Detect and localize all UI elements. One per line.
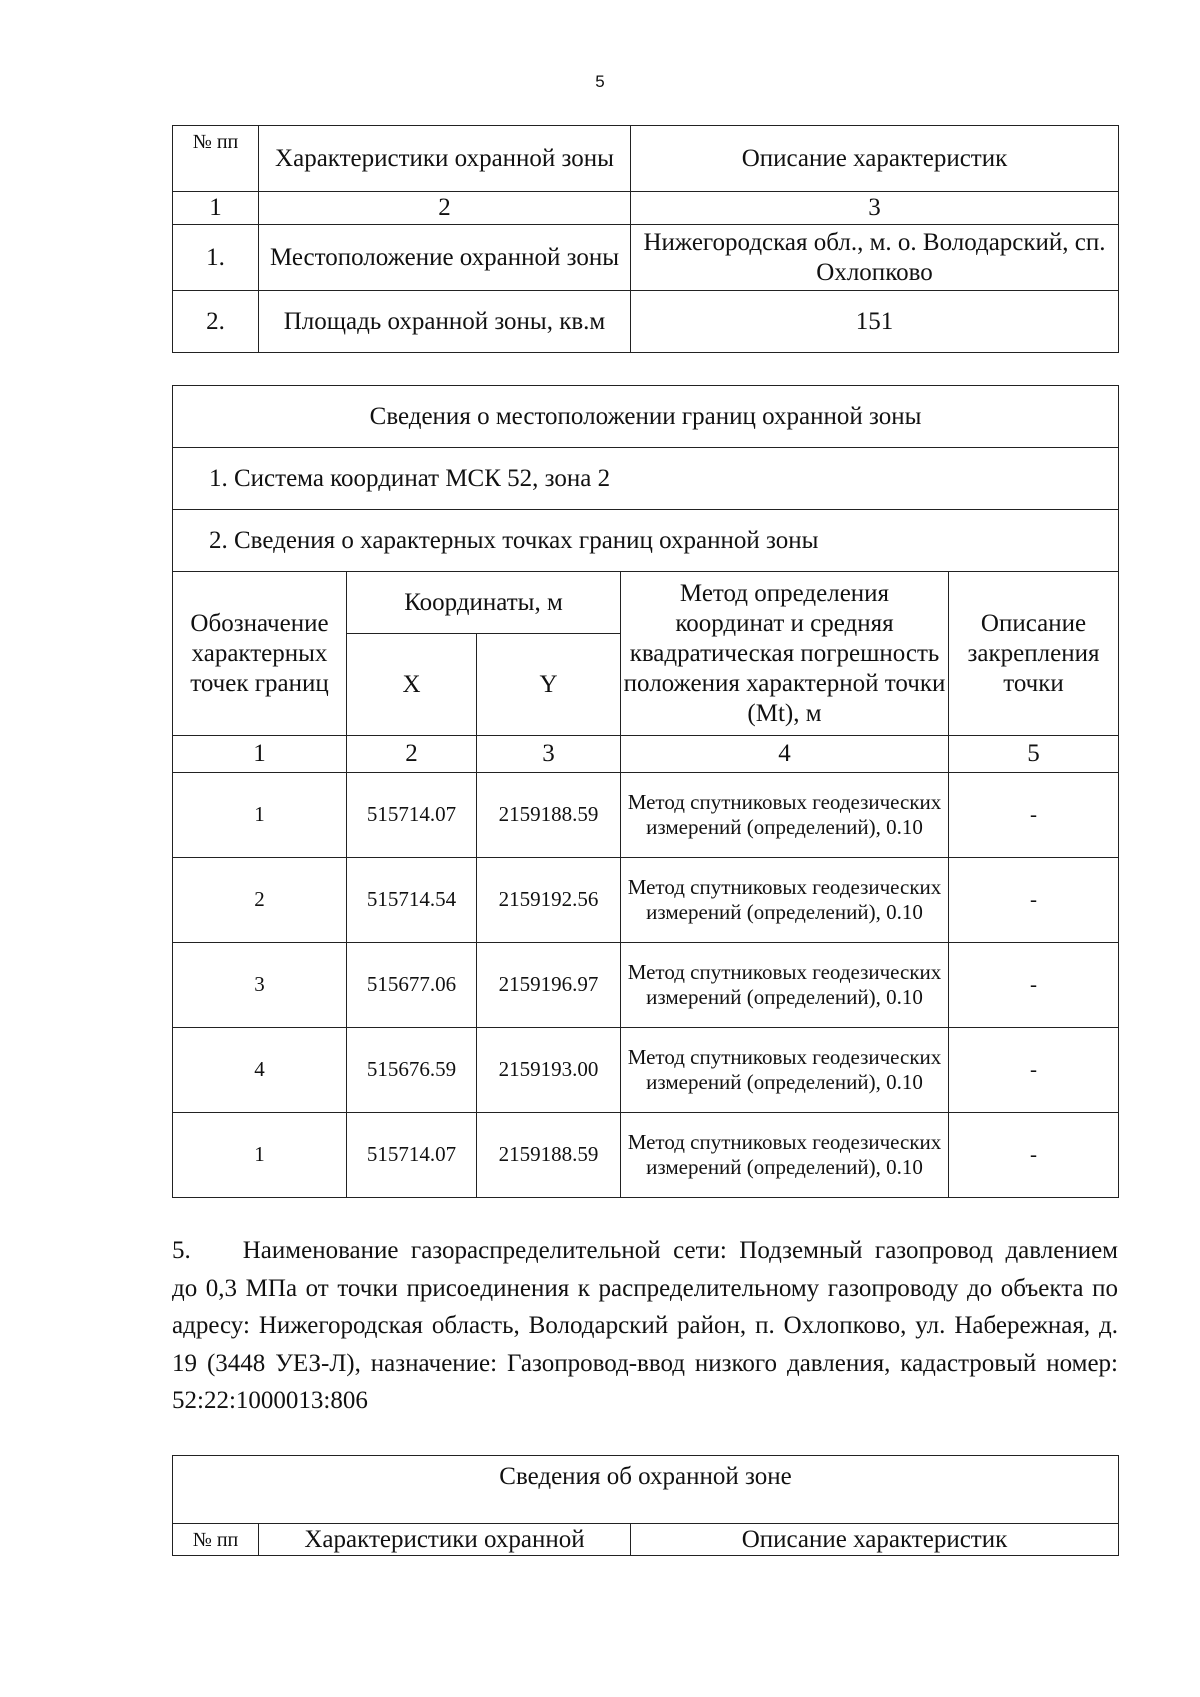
- row-number: 2.: [173, 291, 259, 353]
- row-description: Нижегородская обл., м. о. Володарский, сп. Охлопково: [631, 225, 1119, 291]
- table-row: [173, 773, 1119, 858]
- point-y: 2159188.59: [477, 773, 621, 858]
- point-designation: 2: [173, 858, 347, 943]
- table-header-row: [173, 1524, 1119, 1556]
- point-x: 515714.07: [347, 773, 477, 858]
- col-number: 3: [631, 192, 1119, 225]
- point-designation: 4: [173, 1028, 347, 1113]
- col-number: 5: [949, 736, 1119, 773]
- point-fixing: -: [949, 1028, 1119, 1113]
- table-row: [173, 225, 1119, 291]
- table-row: [173, 291, 1119, 353]
- boundary-table-title: Сведения о местоположении границ охранной зоны: [173, 386, 1119, 448]
- point-x: 515714.54: [347, 858, 477, 943]
- row-characteristic: Местоположение охранной зоны: [259, 225, 631, 291]
- table-row: [173, 858, 1119, 943]
- col-number: 2: [259, 192, 631, 225]
- point-y: 2159192.56: [477, 858, 621, 943]
- row-number: 1.: [173, 225, 259, 291]
- col-header-y: Y: [477, 634, 621, 736]
- col-header-method: Метод определения координат и средняя квадратическая погрешность положения характерной точки (Mt), м: [621, 572, 949, 736]
- table-row: [173, 1028, 1119, 1113]
- protection-zone-info-title: Сведения об охранной зоне: [173, 1456, 1119, 1524]
- point-fixing: -: [949, 1113, 1119, 1198]
- col-number: 1: [173, 192, 259, 225]
- page-number: 5: [595, 72, 605, 91]
- col-header-characteristics: Характеристики охранной: [259, 1524, 631, 1556]
- network-description-paragraph: [172, 1232, 1118, 1420]
- point-x: 515676.59: [347, 1028, 477, 1113]
- boundary-location-table: [172, 385, 1119, 1198]
- paragraph-number: 5.: [172, 1237, 191, 1264]
- point-designation: 3: [173, 943, 347, 1028]
- table-numbering-row: [173, 192, 1119, 225]
- col-header-x: X: [347, 634, 477, 736]
- col-number: 4: [621, 736, 949, 773]
- point-designation: 1: [173, 773, 347, 858]
- point-method: Метод спутниковых геодезических измерений (определений), 0.10: [621, 773, 949, 858]
- col-number: 2: [347, 736, 477, 773]
- protection-zone-info-table: [172, 1455, 1119, 1556]
- col-header-number: № пп: [173, 1524, 259, 1556]
- col-header-fixing: Описание закрепления точки: [949, 572, 1119, 736]
- col-header-characteristics: Характеристики охранной зоны: [259, 126, 631, 192]
- point-fixing: -: [949, 943, 1119, 1028]
- point-x: 515677.06: [347, 943, 477, 1028]
- table-numbering-row: [173, 736, 1119, 773]
- table-row: [173, 943, 1119, 1028]
- col-header-description: Описание характеристик: [631, 126, 1119, 192]
- col-number: 1: [173, 736, 347, 773]
- col-header-designation: Обозначение характерных точек границ: [173, 572, 347, 736]
- coordinate-system: 1. Система координат МСК 52, зона 2: [173, 448, 1119, 510]
- point-y: 2159193.00: [477, 1028, 621, 1113]
- point-method: Метод спутниковых геодезических измерений (определений), 0.10: [621, 943, 949, 1028]
- col-number: 3: [477, 736, 621, 773]
- col-header-coordinates: Координаты, м: [347, 572, 621, 634]
- point-fixing: -: [949, 773, 1119, 858]
- table-row: [173, 1113, 1119, 1198]
- point-x: 515714.07: [347, 1113, 477, 1198]
- point-designation: 1: [173, 1113, 347, 1198]
- points-section-title: 2. Сведения о характерных точках границ охранной зоны: [173, 510, 1119, 572]
- protection-zone-characteristics-table: [172, 125, 1119, 353]
- point-fixing: -: [949, 858, 1119, 943]
- point-method: Метод спутниковых геодезических измерений (определений), 0.10: [621, 1028, 949, 1113]
- col-header-description: Описание характеристик: [631, 1524, 1119, 1556]
- table-header-row: [173, 126, 1119, 192]
- point-y: 2159196.97: [477, 943, 621, 1028]
- point-method: Метод спутниковых геодезических измерений (определений), 0.10: [621, 1113, 949, 1198]
- paragraph-text: Наименование газораспределительной сети: Подземный газопровод давлением до 0,3 МПа от точки присоединения к распределительному газопроводу до объекта по адресу: Нижегородская область, Володарский район, п. Охлопково, ул. Набережная, д. 19 (3448 УЕЗ-Л), назначение: Газопровод-ввод низкого давления, кадастровый номер: 52:22:1000013:806: [172, 1237, 1118, 1414]
- point-y: 2159188.59: [477, 1113, 621, 1198]
- point-method: Метод спутниковых геодезических измерений (определений), 0.10: [621, 858, 949, 943]
- row-description: 151: [631, 291, 1119, 353]
- col-header-number: № пп: [173, 126, 259, 192]
- row-characteristic: Площадь охранной зоны, кв.м: [259, 291, 631, 353]
